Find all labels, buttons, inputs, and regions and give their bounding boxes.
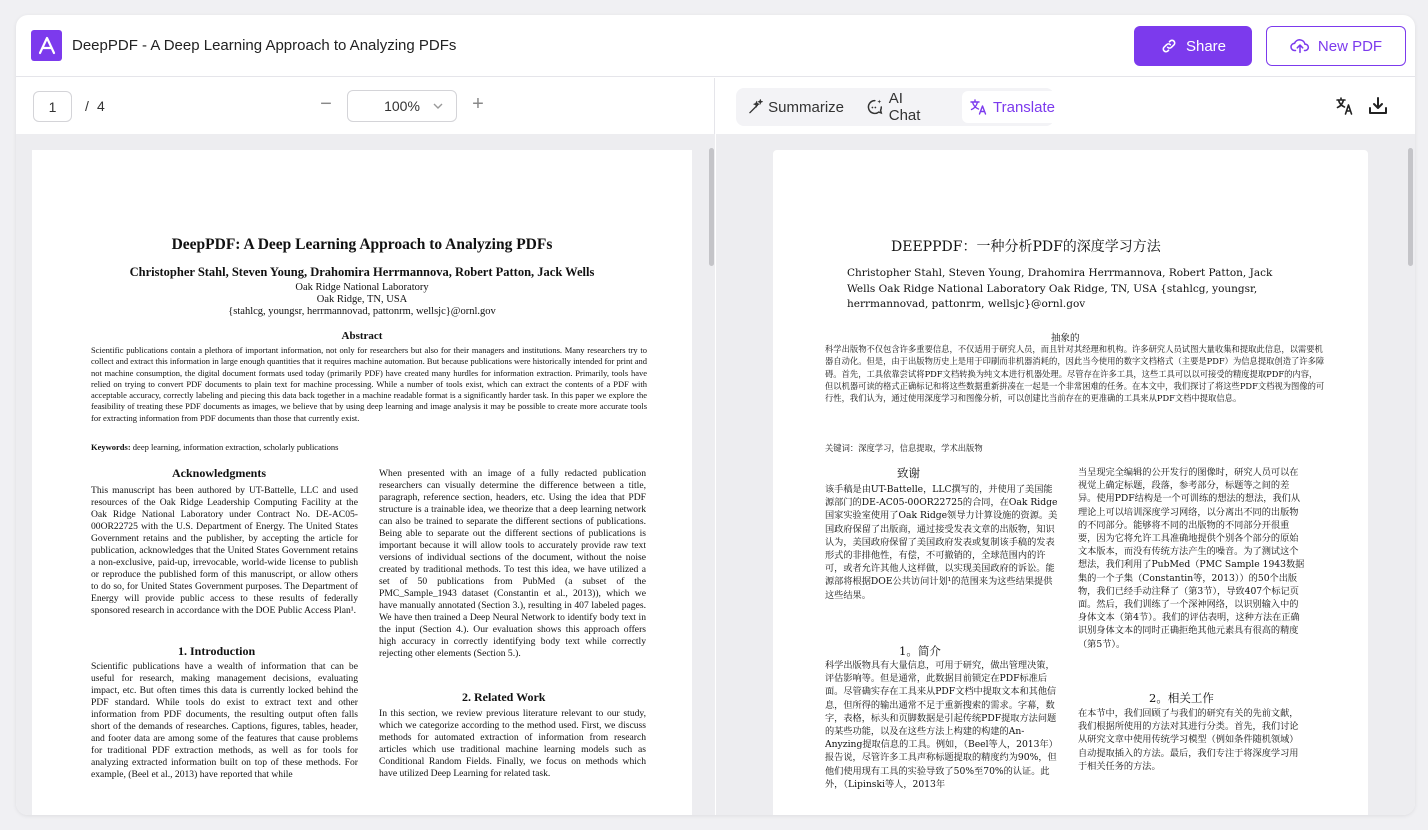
pdf-page-original <box>32 150 692 815</box>
tab-ai-chat[interactable] <box>858 91 946 123</box>
share-label: Share <box>1185 37 1227 55</box>
viewer-toolbar <box>16 78 715 134</box>
pdf-viewer-pane <box>16 78 715 815</box>
paper-affiliation: Oak Ridge National Laboratory <box>295 282 429 293</box>
translation-page-area[interactable] <box>716 134 1415 815</box>
chevron-down-icon <box>432 100 444 112</box>
download-icon[interactable] <box>1368 97 1388 115</box>
paper-emails: {stahlcg, youngsr, herrmannovad, pattonrm, wellsjc}@ornl.gov <box>228 306 496 317</box>
ack-text: This manuscript has been authored by UT-Battelle, LLC and used resources of the Oak Ridge Leadership Computing Facility at the Oak Ridge National Laboratory under Contract No. DE-AC05-00OR22725 with the U.S. Department of Energy. The United States Government retains and the publisher, by accepting the article for publication, acknowledges that the United States Government retains a non-exclusive, paid-up, irrevocable, world-wide license to publish or reproduce the published form of this manuscript, or allow others to do so, for United States Government purposes. The Department of Energy will provide public access to these results of federally sponsored research in accordance with the DOE Public Access Plan¹. <box>91 485 358 616</box>
document-title: DeepPDF - A Deep Learning Approach to Analyzing PDFs <box>72 37 457 54</box>
share-button[interactable] <box>1134 26 1252 66</box>
translated-intro-heading: 1。简介 <box>899 644 941 658</box>
translated-keywords: 关键词：深度学习，信息提取，学术出版物 <box>825 443 983 453</box>
tab-translate[interactable] <box>962 91 1070 123</box>
translated-abstract: 科学出版物不仅包含许多重要信息，不仅适用于研究人员，而且针对其经理和机构。许多研究人员试图大量收集和提取此信息，以需要机器自动化。但是，由于出版物历史上是用于印刷而非机器消耗的，因此当今使用的数字文档格式（主要是PDF）为信息提取创造了许多障碍。首先，工具依靠尝试将PDF文档转换为纯文本进行机器处理。尽管存在许多工具，这些工具可以以可接受的精度提取PDF的内容，但以机器可读的格式正确标记和将这些数据重新拼凑在一起是一个非常困难的任务。在本文中，我们探讨了将这些PDF文档视为图像的可行性，我们认为，通过使用深度学习和图像分析，可以创建比当前存在的更准确的工具来从PDF文档中提取信息。 <box>825 344 1325 404</box>
intro-text: Scientific publications have a wealth of information that can be useful for research, making management decisions, evaluating impact, etc. But often times this data is currently locked behind the PDF standard. While tools do exist to extract text and other information from PDF documents, the resulting output often falls short of the demands of researches. Captions, figures, tables, header, and footer data are among some of the features that cause problems for traditional PDF extraction methods, as well as for tools for analyzing extracted information built on top of these methods. For example, (Beel et al., 2013) have reported that while <box>91 661 358 780</box>
keywords-text: deep learning, information extraction, scholarly publications <box>130 442 339 452</box>
zoom-out-button[interactable]: − <box>320 93 332 115</box>
translated-title: DEEPPDF：一种分析PDF的深度学习方法 <box>891 239 1161 255</box>
translate-icon <box>970 99 988 115</box>
tab-translate-label: Translate <box>993 98 1055 116</box>
keywords <box>91 442 647 452</box>
language-switch-icon[interactable] <box>1336 97 1354 115</box>
new-pdf-button[interactable] <box>1266 26 1406 66</box>
new-pdf-label: New PDF <box>1317 37 1383 55</box>
related-heading: 2. Related Work <box>462 690 546 704</box>
magic-wand-icon <box>748 99 763 115</box>
intro-heading: 1. Introduction <box>178 644 256 658</box>
translated-col2: 当呈现完全编辑的公开发行的图像时，研究人员可以在视觉上确定标题，段落，参考部分，标题等之间的差异。使用PDF结构是一个可训练的想法的想法，我们从理论上可以培训深度学习网络，以分离出不同的出版物的不同部分。能够将不同的出版物的不同部分开很重要，因为它将允许工具准确地提供个别各个部分的原始文本版本，而没有传统方法产生的噪音。为了测试这个想法，我们利用了PubMed（PMC Sample 1943数据集的一个子集（Constantin等，2013））的50个出版物，我们已经手动注释了（第3节），导致407个标记页面。然后，我们训练了一个深神网络，以识别输入中的身体文本（第4节）。我们的评估表明，这种方法在正确识别身体文本的同时正确拒绝其他元素具有很高的精度（第5节）。 <box>1078 467 1305 650</box>
translated-ack-heading: 致谢 <box>897 466 920 480</box>
abstract-text: Scientific publications contain a plethora of important information, not only for researchers but also for their managers and institutions. Many researchers try to collect and extract this information in large enough quantities that it requires machine automation. But because publications were historically intended for print and not machine consumption, the digital document formats used today (primarily PDF) have created many hurdles for information extraction. Primarily, tools have relied on trying to convert PDF documents to plain text for machine processing. While a number of tools exist, which can extract the contents of a PDF with acceptable accuracy, correctly labeling and piecing this data back together in a machine readable format is a significantly harder task. In this paper we explore the feasibility of treating these PDF documents as images, we believe that by using deep learning and image analysis it may be possible to create more accurate tools for extracting information from PDF documents than those that currently exist. <box>91 345 647 423</box>
tab-ai-chat-label: AI Chat <box>888 90 921 124</box>
abstract-heading: Abstract <box>341 330 383 342</box>
page-number-input[interactable]: 1 <box>33 91 72 122</box>
left-scrollbar[interactable] <box>709 148 714 266</box>
paper-authors: Christopher Stahl, Steven Young, Drahomira Herrmannova, Robert Patton, Jack Wells <box>129 265 595 279</box>
paper-location: Oak Ridge, TN, USA <box>316 294 408 305</box>
paper-title: DeepPDF: A Deep Learning Approach to Analyzing PDFs <box>171 236 553 253</box>
zoom-value: 100% <box>384 98 420 114</box>
cloud-upload-icon <box>1290 37 1310 55</box>
related-text: In this section, we review previous literature relevant to our study, which we categorize according to the method used. First, we discuss methods for automated extraction of information from research articles which use traditional machine learning models such as Conditional Random Fields. Finally, we focus on methods which have utilized Deep Learning for related task. <box>379 708 646 779</box>
translated-abstract-heading: 抽象的 <box>1051 333 1080 344</box>
keywords-label: Keywords: <box>91 442 131 452</box>
translated-related-heading: 2。相关工作 <box>1149 691 1214 705</box>
app-window <box>16 15 1415 815</box>
ack-heading: Acknowledgments <box>172 466 267 480</box>
right-scrollbar[interactable] <box>1408 148 1413 266</box>
tab-summarize-label: Summarize <box>768 98 844 116</box>
app-logo-icon <box>31 30 62 61</box>
page-total: 4 <box>97 98 105 114</box>
translated-intro: 科学出版物具有大量信息，可用于研究，做出管理决策，评估影响等。但是通常，此数据目前锁定在PDF标准后面。尽管确实存在工具来从PDF文档中提取文本和其他信息，但所得的输出通常不足于重新搜索的需求。字幕，数字，表格，标头和页脚数据是引起传统PDF提取方法问题的某些功能，以及在这些方法上构建的构建的An-Anyzing提取信息的工具。例如，（Beel等人，2013年）报告说，尽管许多工具声称标题提取的精度约为90%，但他们使用现有工具的实验导致了50%至70%的认证。此外，（Lipinski等人，2013年 <box>825 660 1058 790</box>
zoom-select[interactable] <box>347 90 457 122</box>
page-separator: / <box>85 98 89 114</box>
top-bar <box>16 15 1415 77</box>
pdf-page-translated <box>773 150 1368 815</box>
tool-tabs <box>736 88 1054 126</box>
zoom-in-button[interactable]: + <box>472 93 484 115</box>
translated-related: 在本节中，我们回顾了与我们的研究有关的先前文献，我们根据所使用的方法对其进行分类。首先，我们讨论从研究文章中使用传统学习模型（例如条件随机领域）自动提取插入的方法。最后，我们专注于将深度学习用于相关任务的方法。 <box>1078 708 1299 772</box>
pdf-page-area[interactable] <box>16 134 715 815</box>
col2-text: When presented with an image of a fully redacted publication researchers can visually determine the difference between a title, paragraph, reference section, headers, etc. Using the idea that PDF structure is a trainable idea, we theorize that a deep learning network can also be trained to separate the different sections of publications. Being able to separate out the different sections of publications is important because it will allow tools to accurately provide raw text versions of individual sections of the document, without the noise created by traditional methods. To test this idea, we have utilized a set of 50 publications from PubMed (a subset of the PMC_Sample_1943 dataset (Constantin et al., 2013)), which we have manually annotated (Section 3.), resulting in 407 labeled pages. We have then trained a Deep Neural Network to identify body text in the input (Section 4.). Our evaluation shows this approach offers high accuracy in correctly identifying body text while correctly rejecting other elements (Section 5.). <box>379 468 646 659</box>
translated-ack: 该手稿是由UT-Battelle，LLC撰写的，并使用了美国能源部门的DE-AC05-00OR22725的合同，在Oak Ridge国家实验室使用了Oak Ridge领导力计算设施的资源。美国政府保留了出版商，通过接受发表文章的出版物，知识认为，美国政府保留了美国政府发表或复制该手稿的发表形式的非排他性，有偿，不可撤销的，全球范围内的许可，或者允许其他人这样做，以实现美国政府的诉讼。能源部将根据DOE公共访问计划¹的范围来为这些结果提供这些结果。 <box>825 484 1058 601</box>
tab-summarize[interactable] <box>740 91 852 123</box>
link-icon <box>1160 37 1178 55</box>
ai-tools-pane <box>716 78 1415 815</box>
translated-authors: Christopher Stahl, Steven Young, Drahomira Herrmannova, Robert Patton, Jack Wells Oak Ridge National Laboratory Oak Ridge, TN, USA {stahlcg, youngsr, herrmannovad, pattonrm, wellsjc}@ornl.gov <box>847 267 1273 310</box>
chat-sparkle-icon <box>866 98 884 116</box>
